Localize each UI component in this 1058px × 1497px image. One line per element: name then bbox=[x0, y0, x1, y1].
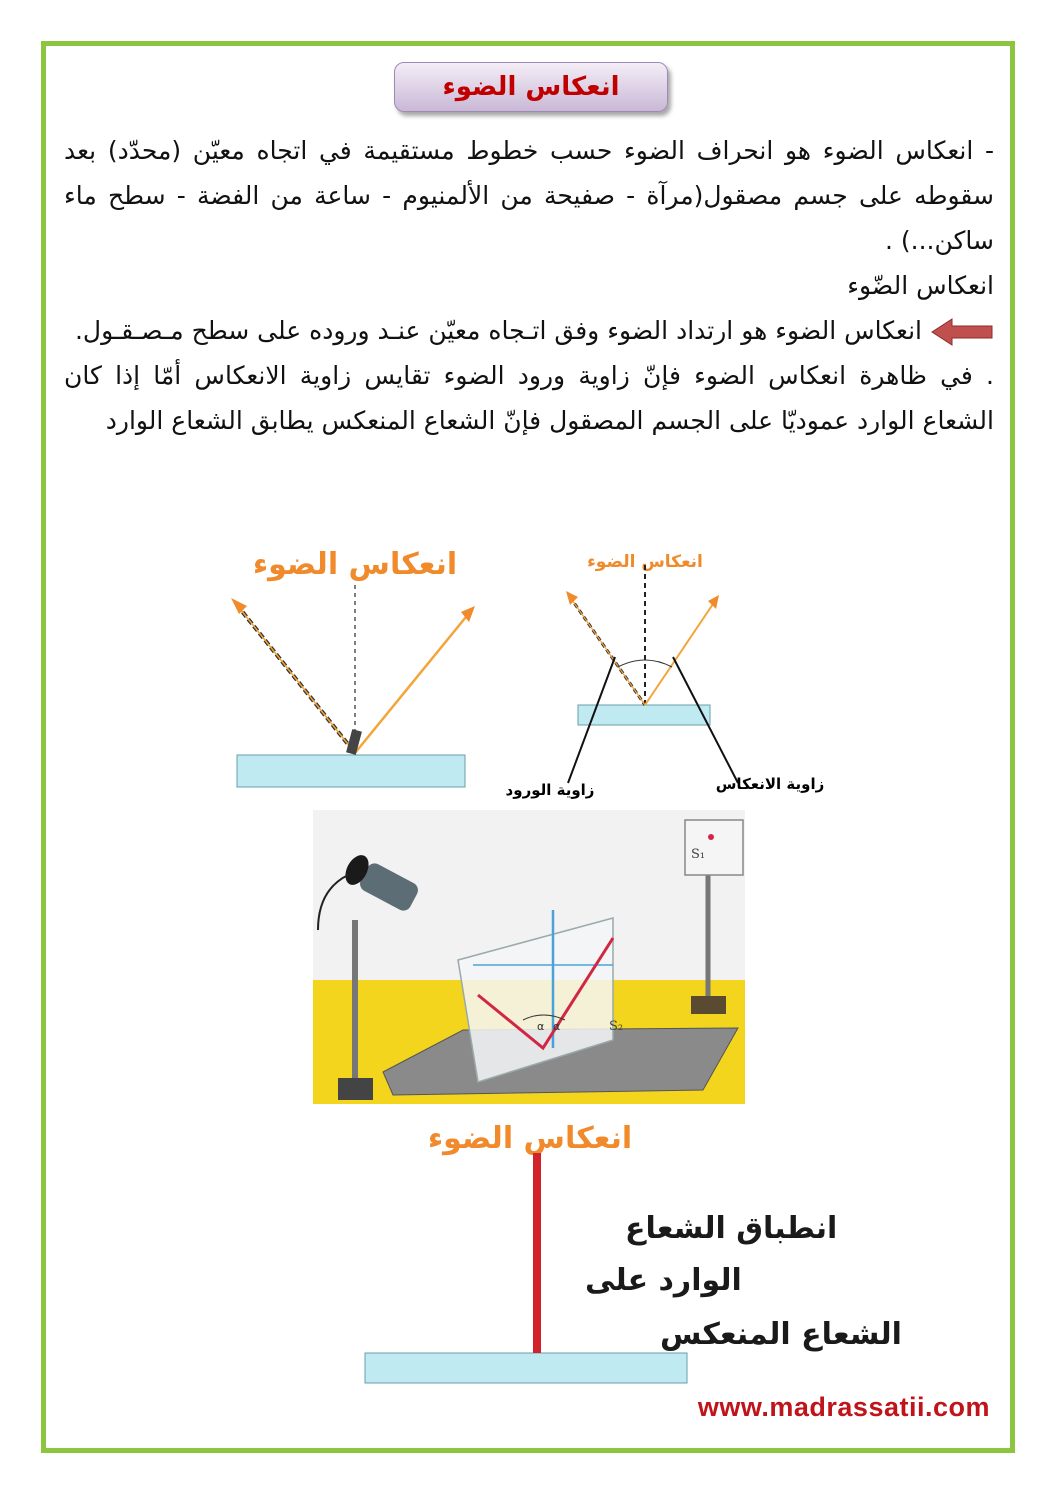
title-box bbox=[394, 62, 668, 112]
law-paragraph: . في ظاهرة انعكاس الضوء فإنّ زاوية ورود الضوء تقايس زاوية الانعكاس أمّا إذا كان الشعاع الوارد عموديّا على الجسم المصقول فإنّ الشعاع المنعكس يطابق الشعاع الوارد bbox=[64, 361, 994, 435]
page-title: انعكاس الضوء bbox=[442, 72, 620, 102]
text-block bbox=[64, 128, 994, 443]
normal-incidence-figure bbox=[355, 1118, 902, 1388]
subheading: انعكاس الضّوء bbox=[847, 271, 994, 300]
label-incidence-angle: زاوية الورود bbox=[505, 781, 595, 799]
mirror-surface-3 bbox=[365, 1353, 687, 1383]
mirror-surface bbox=[237, 755, 465, 787]
svg-text:α: α bbox=[537, 1020, 545, 1033]
label-s1: S₁ bbox=[691, 847, 706, 862]
experiment-illustration bbox=[313, 810, 745, 1104]
definition-paragraph-2 bbox=[64, 308, 994, 353]
reflected-ray bbox=[355, 612, 470, 753]
definition-text: انعكاس الضوء هو ارتداد الضوء وفق اتـجاه معيّن عنـد وروده على سطح مـصـقـول. bbox=[74, 316, 922, 345]
caption-line-1: انطباق الشعاع bbox=[625, 1211, 838, 1246]
mirror-surface-2 bbox=[578, 705, 710, 725]
reflection-figure-2 bbox=[490, 545, 840, 805]
website-link[interactable]: www.madrassatii.com bbox=[697, 1392, 990, 1422]
label-s2: S₂ bbox=[609, 1019, 624, 1034]
caption-line-2: الوارد على bbox=[585, 1263, 742, 1298]
figure1-title: انعكاس الضوء bbox=[252, 547, 458, 582]
label-reflection-angle: زاوية الانعكاس bbox=[715, 775, 825, 793]
figure4-title: انعكاس الضوء bbox=[427, 1121, 633, 1156]
caption-line-3: الشعاع المنعكس bbox=[660, 1317, 902, 1352]
figure2-title: انعكاس الضوء bbox=[587, 552, 703, 572]
definition-paragraph: - انعكاس الضوء هو انحراف الضوء حسب خطوط مستقيمة في اتجاه معيّن (محدّد) بعد سقوطه على جسم مصقول(مرآة - صفيحة من الألمنيوم - ساعة من الفضة - سطح ماء ساكن...) . bbox=[64, 136, 994, 255]
svg-text:α: α bbox=[553, 1020, 561, 1033]
left-arrow-icon bbox=[930, 317, 994, 347]
reflection-figure-1 bbox=[225, 540, 485, 795]
